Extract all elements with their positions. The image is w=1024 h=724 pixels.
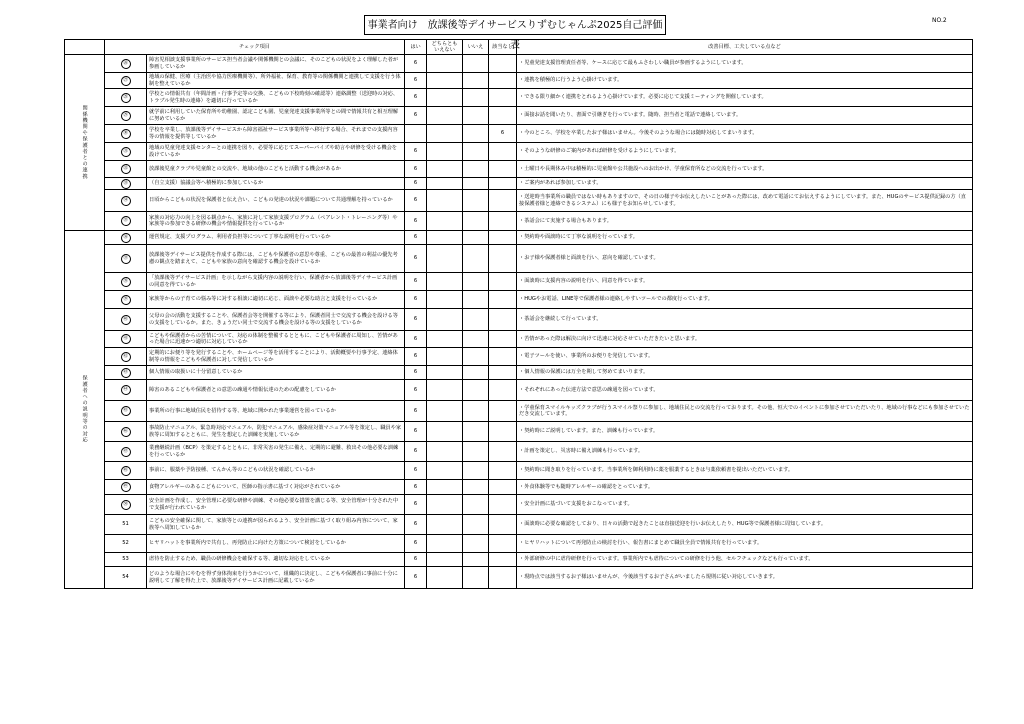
item-number-text: ㊹ bbox=[121, 385, 131, 395]
answer-yes: 6 bbox=[405, 401, 427, 422]
answer-yes: 6 bbox=[405, 212, 427, 231]
table-row bbox=[65, 291, 973, 309]
answer-partly bbox=[427, 366, 463, 380]
item-number bbox=[105, 495, 147, 515]
item-number-text: ㉜ bbox=[121, 164, 131, 174]
table-row bbox=[65, 553, 973, 567]
answer-no bbox=[463, 107, 489, 125]
answer-no bbox=[463, 442, 489, 462]
answer-not-applicable bbox=[489, 291, 517, 309]
answer-not-applicable bbox=[489, 73, 517, 89]
answer-no bbox=[463, 553, 489, 567]
check-item-text: 父母の会の活動を支援することや、保護者会等を開催する等により、保護者同士で交流する機会を設ける等の支援をしているか。また、きょうだい同士で交流する機会を設ける等の支援をしているか bbox=[147, 309, 405, 331]
answer-partly bbox=[427, 553, 463, 567]
answer-no bbox=[463, 309, 489, 331]
item-number bbox=[105, 89, 147, 107]
check-item-text: 安全計画を作成し、安全管理に必要な研修や訓練、その他必要な措置を講じる等、安全管理が十分された中で支援が行われているか bbox=[147, 495, 405, 515]
table-row bbox=[65, 462, 973, 480]
table-row bbox=[65, 366, 973, 380]
answer-yes: 6 bbox=[405, 442, 427, 462]
check-item-text: 「放課後等デイサービス計画」を示しながら支援内容の説明を行い、保護者から放課後等デイサービス計画の同意を得ているか bbox=[147, 273, 405, 291]
answer-yes: 6 bbox=[405, 143, 427, 161]
check-item-text: 虐待を防止するため、職員の研修機会を確保する等、適切な対応をしているか bbox=[147, 553, 405, 567]
answer-yes: 6 bbox=[405, 462, 427, 480]
answer-yes bbox=[405, 125, 427, 143]
item-number-text: ㊺ bbox=[121, 406, 131, 416]
answer-no bbox=[463, 366, 489, 380]
item-number-text: ㉟ bbox=[121, 216, 131, 226]
check-item-text: 地域の児童発達支援センターとの連携を図り、必要等に応じてスーパーバイズや助言や研修を受ける機会を設けているか bbox=[147, 143, 405, 161]
item-number-text: ㊳ bbox=[121, 277, 131, 287]
item-number bbox=[105, 535, 147, 553]
answer-yes: 6 bbox=[405, 422, 427, 442]
item-number-text: ㉚ bbox=[121, 129, 131, 139]
header-yes: はい bbox=[405, 40, 427, 55]
improvement-note: ・面談時に必要な確認をしており、日々の活動で起きたことは直接送迎を行いお伝えしたり、HUG等で保護者様に周知しています。 bbox=[517, 515, 973, 535]
item-number bbox=[105, 442, 147, 462]
table-row bbox=[65, 143, 973, 161]
answer-not-applicable bbox=[489, 273, 517, 291]
table-row bbox=[65, 535, 973, 553]
table-row bbox=[65, 442, 973, 462]
answer-not-applicable bbox=[489, 161, 517, 178]
answer-yes: 6 bbox=[405, 380, 427, 401]
improvement-note: ・そのような研修のご案内があれば研修を受けるようにしています。 bbox=[517, 143, 973, 161]
check-item-text: 日頃からこどもの状況を保護者と伝え合い、こどもの発達の状況や課題について共通理解を持っているか bbox=[147, 190, 405, 212]
answer-yes: 6 bbox=[405, 89, 427, 107]
answer-partly bbox=[427, 495, 463, 515]
table-row bbox=[65, 178, 973, 190]
answer-not-applicable bbox=[489, 309, 517, 331]
page-number: NO.2 bbox=[932, 17, 947, 24]
answer-not-applicable bbox=[489, 231, 517, 245]
table-row bbox=[65, 422, 973, 442]
improvement-note: ・土曜日や長期休み中は積極的に児童館や公共施設へのお出かけ、学童保育所などの交流を行っています。 bbox=[517, 161, 973, 178]
check-item-text: 運営規定、支援プログラム、利用者負担等について丁寧な説明を行っているか bbox=[147, 231, 405, 245]
answer-partly bbox=[427, 515, 463, 535]
improvement-note: ・面接お話を聞いたり、書面で引継ぎを行っています。随時、担当者と電話で連絡しています。 bbox=[517, 107, 973, 125]
answer-partly bbox=[427, 462, 463, 480]
answer-no bbox=[463, 422, 489, 442]
answer-yes: 6 bbox=[405, 107, 427, 125]
answer-no bbox=[463, 515, 489, 535]
table-row bbox=[65, 401, 973, 422]
table-row bbox=[65, 107, 973, 125]
check-item-text: 地域の保健、医療（主治医や協力医療機関等）、所外福祉、保育、教育等の関係機関と連携して支援を行う体制を整えているか bbox=[147, 73, 405, 89]
item-number-text: ㊴ bbox=[121, 295, 131, 305]
check-item-text: 個人情報の取扱いに十分留意しているか bbox=[147, 366, 405, 380]
item-number bbox=[105, 190, 147, 212]
answer-partly bbox=[427, 231, 463, 245]
answer-yes: 6 bbox=[405, 567, 427, 589]
item-number bbox=[105, 273, 147, 291]
answer-yes: 6 bbox=[405, 331, 427, 348]
item-number-text: ㊶ bbox=[121, 334, 131, 344]
improvement-note: ・児童発達支援管理責任者等、ケースに応じて最もふさわしい職員が参画するようにしています。 bbox=[517, 55, 973, 73]
answer-not-applicable bbox=[489, 190, 517, 212]
answer-partly bbox=[427, 190, 463, 212]
table-row bbox=[65, 212, 973, 231]
check-item-text: 家族等からの子育ての悩み等に対する相談に適切に応じ、面談や必要な助言と支援を行っているか bbox=[147, 291, 405, 309]
answer-no bbox=[463, 55, 489, 73]
answer-partly bbox=[427, 331, 463, 348]
answer-not-applicable bbox=[489, 495, 517, 515]
item-number bbox=[105, 73, 147, 89]
check-item-text: 障害のあるこどもや保護者との意思の疎通や情報伝達のための配慮をしているか bbox=[147, 380, 405, 401]
answer-partly bbox=[427, 309, 463, 331]
improvement-note: ・今のところ、学校を卒業したお子様はいません。今後そのような場合には随時対応してまいります。 bbox=[517, 125, 973, 143]
item-number bbox=[105, 553, 147, 567]
answer-not-applicable bbox=[489, 442, 517, 462]
check-item-text: ヒヤリハットを事業所内で共有し、再発防止に向けた方策について検討をしているか bbox=[147, 535, 405, 553]
answer-partly bbox=[427, 567, 463, 589]
answer-not-applicable bbox=[489, 422, 517, 442]
check-item-text: 食物アレルギーのあるこどもについて、医師の指示書に基づく対応がされているか bbox=[147, 480, 405, 495]
answer-yes: 6 bbox=[405, 178, 427, 190]
answer-not-applicable bbox=[489, 567, 517, 589]
item-number-text: ㊻ bbox=[121, 427, 131, 437]
answer-yes: 6 bbox=[405, 495, 427, 515]
check-item-text: 定期的にお便り等を発行することや、ホームページ等を活用することにより、活動概要や行事予定、連絡体制等の情報をこどもや保護者に対して発信しているか bbox=[147, 348, 405, 366]
answer-not-applicable bbox=[489, 55, 517, 73]
improvement-note: ・茶話会にて実施する場合もあります。 bbox=[517, 212, 973, 231]
item-number-text: ㊿ bbox=[121, 500, 131, 510]
table-row bbox=[65, 161, 973, 178]
improvement-note: ・外食体験等でも随時アレルギーの確認をとっています。 bbox=[517, 480, 973, 495]
item-number-text: ㉞ bbox=[121, 196, 131, 206]
item-number-text: 53 bbox=[122, 556, 129, 563]
answer-not-applicable bbox=[489, 480, 517, 495]
answer-yes: 6 bbox=[405, 553, 427, 567]
improvement-note: ・契約時にご説明しています。また、訓練も行っています。 bbox=[517, 422, 973, 442]
answer-not-applicable bbox=[489, 380, 517, 401]
item-number bbox=[105, 55, 147, 73]
item-number-text: ㊼ bbox=[121, 447, 131, 457]
item-number-text: ㊵ bbox=[121, 315, 131, 325]
item-number-text: 51 bbox=[122, 521, 129, 528]
answer-partly bbox=[427, 89, 463, 107]
improvement-note: ・面談時に支援内容の説明を行い、同意を得ています。 bbox=[517, 273, 973, 291]
answer-yes: 6 bbox=[405, 348, 427, 366]
answer-no bbox=[463, 401, 489, 422]
check-item-text: どのような場合にやむを得ず身体拘束を行うかについて、組織的に決定し、こどもや保護者に事前に十分に説明して了解を得た上で、放課後等デイサービス計画に記載しているか bbox=[147, 567, 405, 589]
table-row bbox=[65, 245, 973, 273]
answer-no bbox=[463, 480, 489, 495]
item-number-text: 54 bbox=[122, 574, 129, 581]
page-title: 事業者向け 放課後等デイサービスりずむじゃんぷ2025自己評価表 bbox=[364, 15, 666, 35]
answer-not-applicable: 6 bbox=[489, 125, 517, 143]
item-number-text: ㉛ bbox=[121, 147, 131, 157]
check-item-text: 放課後児童クラブや児童館との交流や、地域の他のこどもと活動する機会があるか bbox=[147, 161, 405, 178]
item-number bbox=[105, 515, 147, 535]
check-item-text: 業務継続計画（BCP）を策定するとともに、非常災害の発生に備え、定期的に避難、救出その他必要な訓練を行っているか bbox=[147, 442, 405, 462]
answer-partly bbox=[427, 291, 463, 309]
table-row bbox=[65, 567, 973, 589]
item-number bbox=[105, 422, 147, 442]
header-improvement: 改善目標、工夫している点など bbox=[517, 40, 973, 55]
item-number bbox=[105, 231, 147, 245]
improvement-note: ・連携を積極的に行うよう心掛けています。 bbox=[517, 73, 973, 89]
table-row bbox=[65, 89, 973, 107]
answer-not-applicable bbox=[489, 107, 517, 125]
answer-partly bbox=[427, 273, 463, 291]
answer-partly bbox=[427, 348, 463, 366]
answer-yes: 6 bbox=[405, 273, 427, 291]
header-partly: どちらともいえない bbox=[427, 40, 463, 55]
check-item-text: こどもや保護者からの苦情について、対応の体制を整備するとともに、こどもや保護者に周知し、苦情があった場合に迅速かつ適切に対応しているか bbox=[147, 331, 405, 348]
answer-not-applicable bbox=[489, 366, 517, 380]
improvement-note: ・外部研修の中に虐待研修を行っています。事業所内でも虐待についての研修を行う他、セルフチェックなども行っています。 bbox=[517, 553, 973, 567]
answer-no bbox=[463, 348, 489, 366]
improvement-note: ・安全計画に基づいて支援をおこなっています。 bbox=[517, 495, 973, 515]
answer-partly bbox=[427, 480, 463, 495]
improvement-note: ・苦情があった際は解決に向けて迅速に対応させていただきたいと思います。 bbox=[517, 331, 973, 348]
improvement-note: ・茶話会を継続して行っています。 bbox=[517, 309, 973, 331]
item-number bbox=[105, 401, 147, 422]
answer-no bbox=[463, 143, 489, 161]
answer-no bbox=[463, 535, 489, 553]
table-row bbox=[65, 515, 973, 535]
answer-no bbox=[463, 212, 489, 231]
answer-partly bbox=[427, 442, 463, 462]
table-row bbox=[65, 480, 973, 495]
improvement-note: ・お子様や保護者様と面談を行い、意向を確認しています。 bbox=[517, 245, 973, 273]
answer-not-applicable bbox=[489, 89, 517, 107]
check-item-text: 放課後等デイサービス提供を作成する際には、こどもや保護者の意思や尊重、こどもの最善の利益の優先考慮の観点を踏まえて、こどもや家族の意向を確認する機会を設けているか bbox=[147, 245, 405, 273]
answer-not-applicable bbox=[489, 212, 517, 231]
item-number-text: ㉙ bbox=[121, 111, 131, 121]
answer-yes: 6 bbox=[405, 73, 427, 89]
answer-partly bbox=[427, 245, 463, 273]
item-number-text: ㊸ bbox=[121, 368, 131, 378]
table-row bbox=[65, 55, 973, 73]
check-item-text: 家族の対応力の向上を図る観点から、家族に対して家族支援プログラム（ペアレント・トレーニング等）や家族等の参加できる研修の機会や情報提供を行っているか bbox=[147, 212, 405, 231]
improvement-note: ・送迎時当事業所の職員ではない時もありますので、その日の様子やお伝えしたいことがあった際には、改めて電話にてお伝えするようにしています。また、HUGのサービス提供記録の方（直接保護者様と連絡できるシステム）にも様子をお知らせしています。 bbox=[517, 190, 973, 212]
check-item-text: こどもの安全確保に関して、家族等との連携が図られるよう、安全計画に基づく取り組み内容について、家族等へ周知しているか bbox=[147, 515, 405, 535]
answer-yes: 6 bbox=[405, 366, 427, 380]
answer-partly bbox=[427, 178, 463, 190]
improvement-note: ・契約時に聞き取りを行っています。当事業所を御利用時に薬を服薬するときは与薬依頼書を提出いただいています。 bbox=[517, 462, 973, 480]
item-number-text: ㉘ bbox=[121, 93, 131, 103]
item-number-text: ㊱ bbox=[121, 233, 131, 243]
answer-not-applicable bbox=[489, 553, 517, 567]
answer-yes: 6 bbox=[405, 535, 427, 553]
item-number bbox=[105, 366, 147, 380]
answer-no bbox=[463, 125, 489, 143]
answer-no bbox=[463, 331, 489, 348]
check-item-text: 事前に、服薬や予防接種、てんかん等のこどもの状況を確認しているか bbox=[147, 462, 405, 480]
item-number-text: ㊷ bbox=[121, 352, 131, 362]
item-number bbox=[105, 245, 147, 273]
answer-partly bbox=[427, 380, 463, 401]
check-item-text: （自立支援）協議会等へ積極的に参加しているか bbox=[147, 178, 405, 190]
answer-yes: 6 bbox=[405, 480, 427, 495]
answer-partly bbox=[427, 422, 463, 442]
answer-no bbox=[463, 231, 489, 245]
answer-not-applicable bbox=[489, 178, 517, 190]
answer-yes: 6 bbox=[405, 309, 427, 331]
improvement-note: ・現時点では該当するお子様はいませんが、今後該当するお子さんがいましたら規則に従い対応していきます。 bbox=[517, 567, 973, 589]
table-header-row bbox=[65, 40, 973, 55]
answer-no bbox=[463, 178, 489, 190]
answer-partly bbox=[427, 212, 463, 231]
header-not-applicable: 該当なし bbox=[489, 40, 517, 55]
check-item-text: 学校との情報共有（年間計画・行事予定等の交換、こどもの下校時刻の確認等）連絡調整（送迎時の対応、トラブル発生時の連絡）を適切に行っているか bbox=[147, 89, 405, 107]
table-row bbox=[65, 273, 973, 291]
improvement-note: ・電子ツールを使い、事業所のお便りを発信しています。 bbox=[517, 348, 973, 366]
item-number bbox=[105, 462, 147, 480]
check-item-text: 事故防止マニュアル、緊急時対応マニュアル、防犯マニュアル、感染症対策マニュアル等を策定し、職員や家族等に周知するとともに、発生を想定した訓練を実施しているか bbox=[147, 422, 405, 442]
answer-no bbox=[463, 190, 489, 212]
answer-not-applicable bbox=[489, 462, 517, 480]
answer-not-applicable bbox=[489, 348, 517, 366]
item-number bbox=[105, 331, 147, 348]
answer-no bbox=[463, 380, 489, 401]
header-check-item: チェック項目 bbox=[105, 40, 405, 55]
answer-not-applicable bbox=[489, 535, 517, 553]
item-number bbox=[105, 161, 147, 178]
header-no: いいえ bbox=[463, 40, 489, 55]
item-number-text: ㊲ bbox=[121, 254, 131, 264]
check-item-text: 事業所の行事に地域住民を招待する等、地域に開かれた事業運営を図っているか bbox=[147, 401, 405, 422]
table-row bbox=[65, 495, 973, 515]
improvement-note: ・HUGやお電話、LINE等で保護者様の連絡しやすいツールでの都度行っています。 bbox=[517, 291, 973, 309]
check-item-text: 障害児相談支援事業所のサービス担当者会議や関係機関との会議に、そのこどもの状況をよく理解した者が参画しているか bbox=[147, 55, 405, 73]
table-row bbox=[65, 190, 973, 212]
item-number bbox=[105, 309, 147, 331]
improvement-note: ・学童保育スマイルキッズクラブが行うスマイル祭りに参加し、地域住民との交流を行っております。その他、恒大でのイベントに参加させていただいたり、地域の行事などにも参加させていただき交流しています。 bbox=[517, 401, 973, 422]
section-label: 関係機関や保護者との連携 bbox=[65, 55, 105, 231]
item-number bbox=[105, 143, 147, 161]
answer-not-applicable bbox=[489, 401, 517, 422]
improvement-note: ・個人情報の保護には万全を期して努めてまいります。 bbox=[517, 366, 973, 380]
answer-no bbox=[463, 567, 489, 589]
item-number bbox=[105, 178, 147, 190]
improvement-note: ・ヒヤリハットについて再発防止の検討を行い、報告書にまとめて職員全員で情報共有を行っています。 bbox=[517, 535, 973, 553]
answer-yes: 6 bbox=[405, 515, 427, 535]
answer-partly bbox=[427, 107, 463, 125]
answer-partly bbox=[427, 161, 463, 178]
item-number bbox=[105, 348, 147, 366]
item-number-text: 52 bbox=[122, 540, 129, 547]
improvement-note: ・できる限り細かく連携をとれるよう心掛けています。必要に応じて支援ミーティングを開催しています。 bbox=[517, 89, 973, 107]
item-number bbox=[105, 212, 147, 231]
item-number bbox=[105, 567, 147, 589]
answer-not-applicable bbox=[489, 331, 517, 348]
answer-partly bbox=[427, 143, 463, 161]
header-section bbox=[65, 40, 105, 55]
answer-partly bbox=[427, 401, 463, 422]
item-number bbox=[105, 107, 147, 125]
answer-yes: 6 bbox=[405, 291, 427, 309]
table-row bbox=[65, 331, 973, 348]
answer-partly bbox=[427, 125, 463, 143]
table-row bbox=[65, 73, 973, 89]
answer-no bbox=[463, 462, 489, 480]
answer-no bbox=[463, 161, 489, 178]
item-number-text: ㉝ bbox=[121, 179, 131, 189]
table-row bbox=[65, 348, 973, 366]
answer-partly bbox=[427, 535, 463, 553]
answer-yes: 6 bbox=[405, 231, 427, 245]
table-row bbox=[65, 125, 973, 143]
answer-not-applicable bbox=[489, 143, 517, 161]
answer-yes: 6 bbox=[405, 55, 427, 73]
check-item-text: 学校を卒業し、放課後等デイサービスから障害福祉サービス事業所等へ移行する場合、それまでの支援内容等の情報を提供等しているか bbox=[147, 125, 405, 143]
improvement-note: ・計画を策定し、災害時に備え訓練も行っています。 bbox=[517, 442, 973, 462]
section-label: 保護者への説明等の対応 bbox=[65, 231, 105, 589]
item-number bbox=[105, 480, 147, 495]
item-number-text: ㊾ bbox=[121, 482, 131, 492]
answer-partly bbox=[427, 55, 463, 73]
improvement-note: ・それぞれにあった伝達方法で意思の疎通を図っています。 bbox=[517, 380, 973, 401]
table-row bbox=[65, 231, 973, 245]
answer-no bbox=[463, 495, 489, 515]
answer-not-applicable bbox=[489, 515, 517, 535]
item-number-text: ㉖ bbox=[121, 59, 131, 69]
answer-no bbox=[463, 291, 489, 309]
check-item-text: 就学前に利用していた保育所や幼稚園、認定こども園、児童発達支援事業所等との間で情報共有と相互理解に努めているか bbox=[147, 107, 405, 125]
answer-no bbox=[463, 273, 489, 291]
table-row bbox=[65, 309, 973, 331]
improvement-note: ・契約時や面談時にて丁寧な説明を行っています。 bbox=[517, 231, 973, 245]
table-row bbox=[65, 380, 973, 401]
answer-yes: 6 bbox=[405, 161, 427, 178]
answer-partly bbox=[427, 73, 463, 89]
answer-no bbox=[463, 245, 489, 273]
answer-no bbox=[463, 89, 489, 107]
item-number-text: ㊽ bbox=[121, 466, 131, 476]
item-number bbox=[105, 380, 147, 401]
answer-no bbox=[463, 73, 489, 89]
answer-not-applicable bbox=[489, 245, 517, 273]
answer-yes: 6 bbox=[405, 245, 427, 273]
self-evaluation-table bbox=[64, 39, 973, 589]
answer-yes: 6 bbox=[405, 190, 427, 212]
item-number bbox=[105, 291, 147, 309]
item-number bbox=[105, 125, 147, 143]
item-number-text: ㉗ bbox=[121, 76, 131, 86]
improvement-note: ・ご案内があれば参加しています。 bbox=[517, 178, 973, 190]
